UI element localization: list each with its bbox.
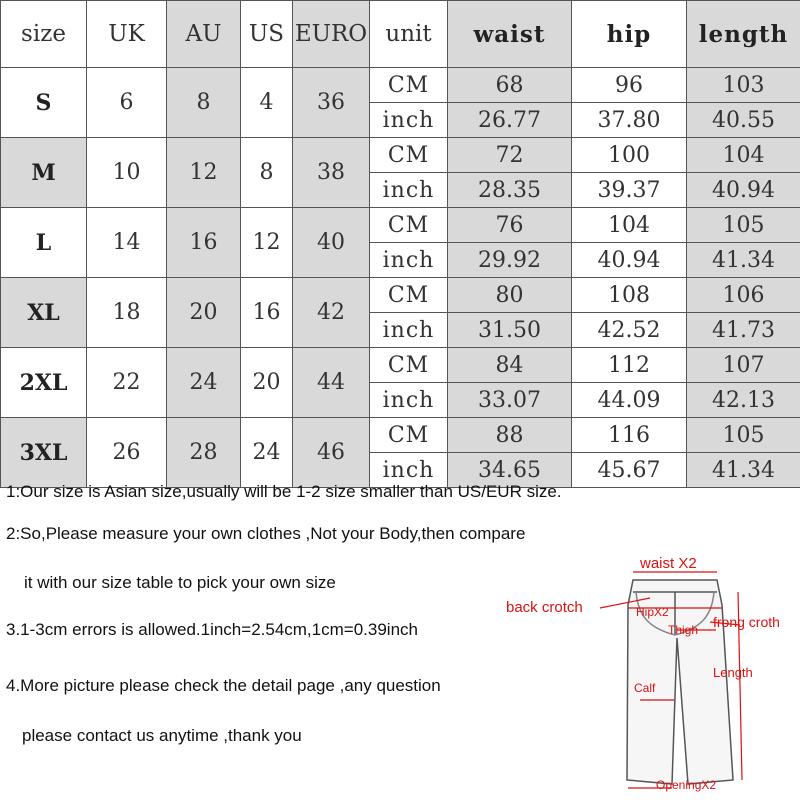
cm-length-cell: 106 (687, 278, 800, 313)
label-calf: Calf (634, 681, 656, 695)
cm-hip-cell: 112 (572, 348, 687, 383)
uk-cell: 18 (87, 278, 167, 348)
au-cell: 12 (167, 138, 241, 208)
header-size-cell: size (1, 1, 87, 68)
euro-cell: 44 (293, 348, 370, 418)
euro-cell: 38 (293, 138, 370, 208)
au-cell: 28 (167, 418, 241, 488)
inch-hip-cell: 44.09 (572, 383, 687, 418)
us-cell: 16 (241, 278, 293, 348)
euro-cell: 36 (293, 68, 370, 138)
inch-waist-cell: 26.77 (448, 103, 572, 138)
cm-unit-cell: CM (370, 68, 448, 103)
inch-length-cell: 40.55 (687, 103, 800, 138)
cm-waist-cell: 68 (448, 68, 572, 103)
header-hip-cell: hip (572, 1, 687, 68)
inch-hip-cell: 37.80 (572, 103, 687, 138)
size-cell: XL (1, 278, 87, 348)
label-length: Length (713, 665, 753, 680)
inch-waist-cell: 31.50 (448, 313, 572, 348)
cm-waist-cell: 76 (448, 208, 572, 243)
au-cell: 20 (167, 278, 241, 348)
note-asian-size: 1:Our size is Asian size,usually will be 1-2 size smaller than US/EUR size. (6, 482, 562, 501)
inch-length-cell: 40.94 (687, 173, 800, 208)
us-cell: 8 (241, 138, 293, 208)
label-back-crotch: back crotch (506, 599, 583, 616)
us-cell: 4 (241, 68, 293, 138)
cm-unit-cell: CM (370, 348, 448, 383)
us-cell: 24 (241, 418, 293, 488)
au-cell: 16 (167, 208, 241, 278)
uk-cell: 6 (87, 68, 167, 138)
cm-waist-cell: 80 (448, 278, 572, 313)
table-row (1, 68, 800, 103)
inch-waist-cell: 28.35 (448, 173, 572, 208)
inch-length-cell: 42.13 (687, 383, 800, 418)
table-row (1, 348, 800, 383)
cm-hip-cell: 116 (572, 418, 687, 453)
inch-unit-cell: inch (370, 243, 448, 278)
cm-unit-cell: CM (370, 138, 448, 173)
uk-cell: 10 (87, 138, 167, 208)
us-cell: 20 (241, 348, 293, 418)
cm-hip-cell: 108 (572, 278, 687, 313)
cm-unit-cell: CM (370, 208, 448, 243)
note-errors-allowed: 3.1-3cm errors is allowed.1inch=2.54cm,1cm=0.39inch (6, 620, 418, 639)
size-cell: 2XL (1, 348, 87, 418)
uk-cell: 26 (87, 418, 167, 488)
cm-waist-cell: 72 (448, 138, 572, 173)
inch-length-cell: 41.34 (687, 453, 800, 488)
label-waist: waist X2 (640, 555, 697, 572)
inch-waist-cell: 29.92 (448, 243, 572, 278)
header-uk-cell: UK (87, 1, 167, 68)
size-cell: S (1, 68, 87, 138)
cm-length-cell: 103 (687, 68, 800, 103)
cm-waist-cell: 88 (448, 418, 572, 453)
au-cell: 24 (167, 348, 241, 418)
size-cell: L (1, 208, 87, 278)
table-row (1, 418, 800, 453)
label-hip: HipX2 (636, 605, 669, 619)
cm-hip-cell: 96 (572, 68, 687, 103)
cm-length-cell: 104 (687, 138, 800, 173)
uk-cell: 22 (87, 348, 167, 418)
euro-cell: 42 (293, 278, 370, 348)
inch-unit-cell: inch (370, 313, 448, 348)
cm-unit-cell: CM (370, 418, 448, 453)
header-euro-cell: EURO (293, 1, 370, 68)
inch-waist-cell: 33.07 (448, 383, 572, 418)
inch-length-cell: 41.34 (687, 243, 800, 278)
euro-cell: 46 (293, 418, 370, 488)
table-row (1, 208, 800, 243)
cm-hip-cell: 104 (572, 208, 687, 243)
euro-cell: 40 (293, 208, 370, 278)
header-waist-cell: waist (448, 1, 572, 68)
inch-unit-cell: inch (370, 103, 448, 138)
inch-waist-cell: 34.65 (448, 453, 572, 488)
inch-length-cell: 41.73 (687, 313, 800, 348)
inch-unit-cell: inch (370, 173, 448, 208)
us-cell: 12 (241, 208, 293, 278)
note-more-picture: 4.More picture please check the detail page ,any question (6, 676, 441, 695)
inch-hip-cell: 45.67 (572, 453, 687, 488)
table-row (1, 138, 800, 173)
pants-measurement-diagram (500, 550, 800, 800)
inch-unit-cell: inch (370, 383, 448, 418)
cm-hip-cell: 100 (572, 138, 687, 173)
uk-cell: 14 (87, 208, 167, 278)
label-thigh: Thigh (668, 623, 699, 637)
header-us-cell: US (241, 1, 293, 68)
cm-length-cell: 105 (687, 418, 800, 453)
note-contact-us: please contact us anytime ,thank you (22, 726, 302, 745)
size-cell: M (1, 138, 87, 208)
label-opening: OpeningX2 (656, 778, 717, 792)
header-row (1, 1, 800, 68)
cm-length-cell: 107 (687, 348, 800, 383)
header-length-cell: length (687, 1, 800, 68)
header-au-cell: AU (167, 1, 241, 68)
header-unit-cell: unit (370, 1, 448, 68)
note-compare-table: it with our size table to pick your own size (24, 573, 336, 592)
inch-hip-cell: 39.37 (572, 173, 687, 208)
label-frong-crotch: frong croth (713, 614, 780, 630)
cm-unit-cell: CM (370, 278, 448, 313)
inch-hip-cell: 40.94 (572, 243, 687, 278)
inch-hip-cell: 42.52 (572, 313, 687, 348)
table-row (1, 278, 800, 313)
cm-waist-cell: 84 (448, 348, 572, 383)
au-cell: 8 (167, 68, 241, 138)
note-measure-clothes: 2:So,Please measure your own clothes ,Not your Body,then compare (6, 524, 526, 543)
cm-length-cell: 105 (687, 208, 800, 243)
size-cell: 3XL (1, 418, 87, 488)
inch-unit-cell: inch (370, 453, 448, 488)
